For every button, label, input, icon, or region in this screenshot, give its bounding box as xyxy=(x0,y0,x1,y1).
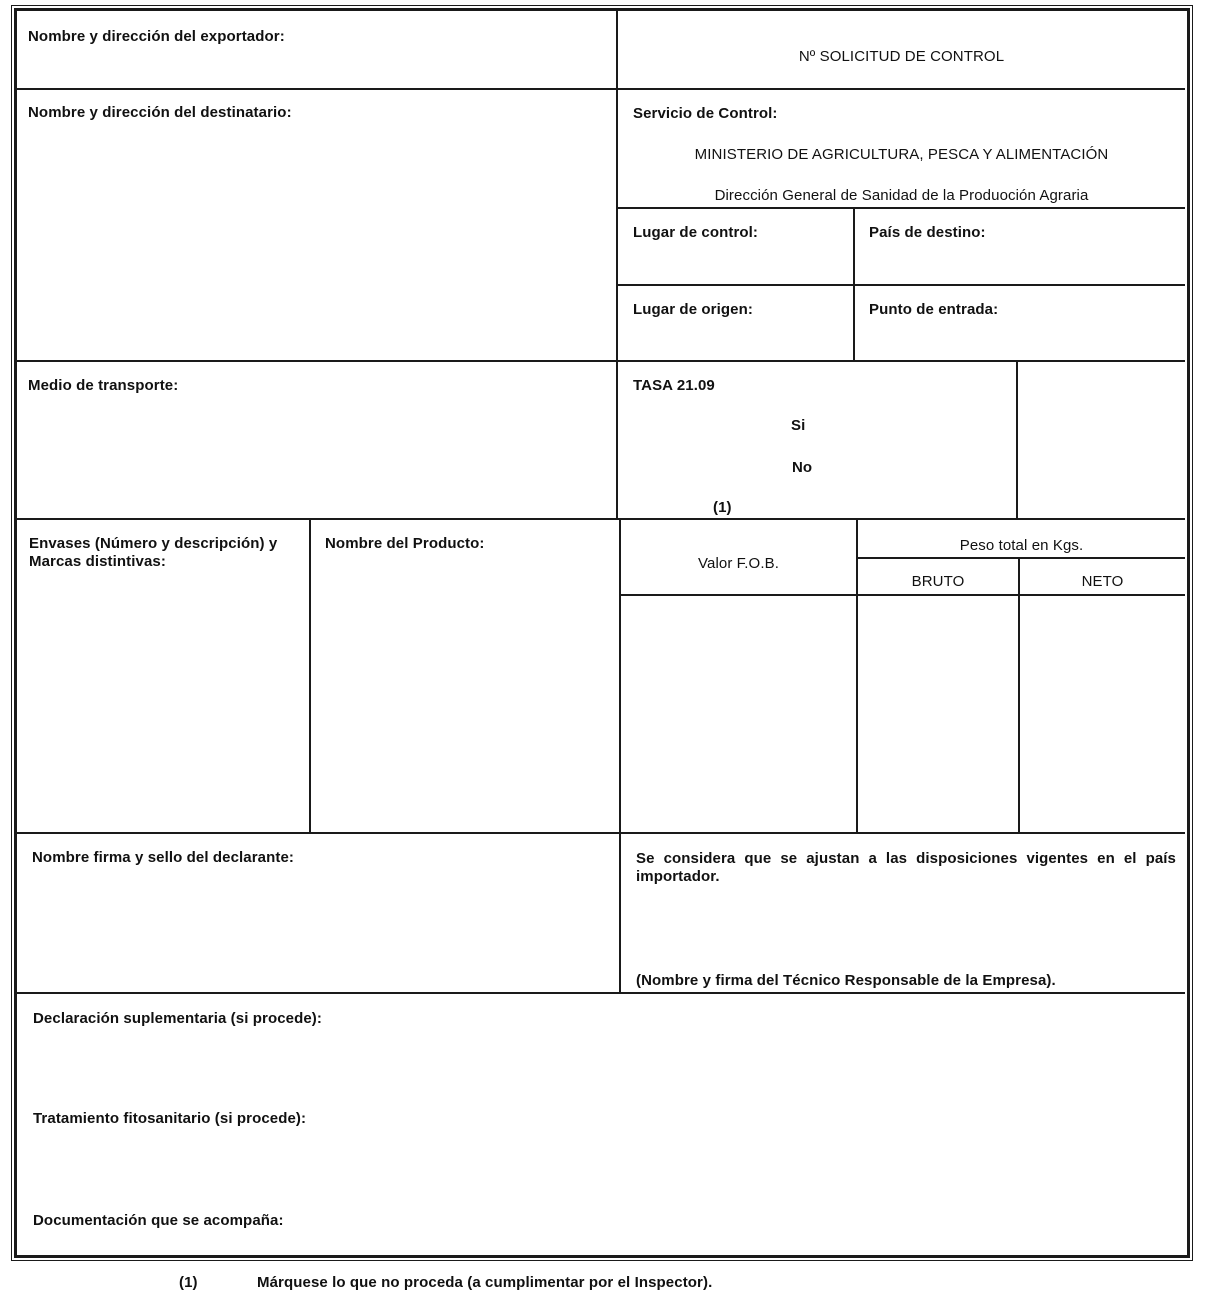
fee-note-ref: (1) xyxy=(713,499,732,516)
entry-point-label: Punto de entrada: xyxy=(869,301,999,318)
documentation-label: Documentación que se acompaña: xyxy=(33,1212,284,1229)
control-service-label: Servicio de Control: xyxy=(633,105,778,122)
footnote-text: Márquese lo que no proceda (a cumplimentar por el Inspector). xyxy=(257,1274,713,1291)
weight-label: Peso total en Kgs. xyxy=(959,537,1084,554)
packages-field[interactable] xyxy=(20,580,307,830)
technician-signature-label: (Nombre y firma del Técnico Responsable de la Empresa). xyxy=(636,972,1056,989)
supplementary-declaration-label: Declaración suplementaria (si procede): xyxy=(33,1010,322,1027)
control-place-label: Lugar de control: xyxy=(633,224,759,241)
recipient-field[interactable] xyxy=(20,126,614,358)
destination-country-label: País de destino: xyxy=(869,224,986,241)
origin-place-field[interactable] xyxy=(620,323,851,358)
divider-declarant xyxy=(17,832,1185,834)
phytosanitary-treatment-label: Tratamiento fitosanitario (si procede): xyxy=(33,1110,307,1127)
directorate-name: Dirección General de Sanidad de la Produoción Agraria xyxy=(714,187,1089,204)
divider-row-1 xyxy=(17,88,1185,90)
compliance-statement: Se considera que se ajustan a las disposiciones vigentes en el país importador. xyxy=(636,850,1176,885)
exporter-field[interactable] xyxy=(20,50,614,86)
divider-packages xyxy=(17,518,1185,520)
supplementary-declaration-field[interactable] xyxy=(20,1032,1183,1102)
declarant-label: Nombre firma y sello del declarante: xyxy=(32,849,295,866)
divider-col-main-top xyxy=(616,11,618,519)
divider-transport xyxy=(17,360,1185,362)
recipient-label: Nombre y dirección del destinatario: xyxy=(28,104,292,121)
origin-place-label: Lugar de origen: xyxy=(633,301,753,318)
divider-service-control xyxy=(618,207,1185,209)
divider-control-origin xyxy=(618,284,1185,286)
fee-label: TASA 21.09 xyxy=(633,377,715,394)
transport-field[interactable] xyxy=(20,399,614,516)
fee-yes-option[interactable]: Si xyxy=(791,417,806,434)
fee-no-option[interactable]: No xyxy=(792,459,813,476)
fee-amount-box[interactable] xyxy=(1019,363,1183,516)
divider-fee-box xyxy=(1016,361,1018,519)
divider-packages-product xyxy=(309,519,311,833)
transport-label: Medio de transporte: xyxy=(28,377,179,394)
divider-control-dest xyxy=(853,208,855,361)
phytosanitary-treatment-field[interactable] xyxy=(20,1132,1183,1202)
documentation-field[interactable] xyxy=(300,1204,1180,1244)
fob-label: Valor F.O.B. xyxy=(698,555,779,572)
exporter-label: Nombre y dirección del exportador: xyxy=(28,28,285,45)
product-field[interactable] xyxy=(312,560,617,830)
entry-point-field[interactable] xyxy=(857,323,1183,358)
fob-value-field[interactable] xyxy=(621,596,855,830)
request-number-label: Nº SOLICITUD DE CONTROL xyxy=(798,48,1005,65)
net-weight-header: NETO xyxy=(1081,573,1124,590)
control-place-field[interactable] xyxy=(620,246,851,282)
footnote-marker: (1) xyxy=(179,1274,198,1291)
gross-weight-field[interactable] xyxy=(858,596,1017,830)
declarant-field[interactable] xyxy=(20,872,616,990)
gross-weight-header: BRUTO xyxy=(911,573,965,590)
packages-label: Envases (Número y descripción) y Marcas distintivas: xyxy=(29,535,278,570)
divider-supplementary xyxy=(17,992,1185,994)
ministry-name: MINISTERIO DE AGRICULTURA, PESCA Y ALIMENTACIÓN xyxy=(694,146,1109,163)
divider-weight-header xyxy=(856,557,1185,559)
net-weight-field[interactable] xyxy=(1020,596,1183,830)
destination-country-field[interactable] xyxy=(857,246,1183,282)
product-label: Nombre del Producto: xyxy=(325,535,485,552)
